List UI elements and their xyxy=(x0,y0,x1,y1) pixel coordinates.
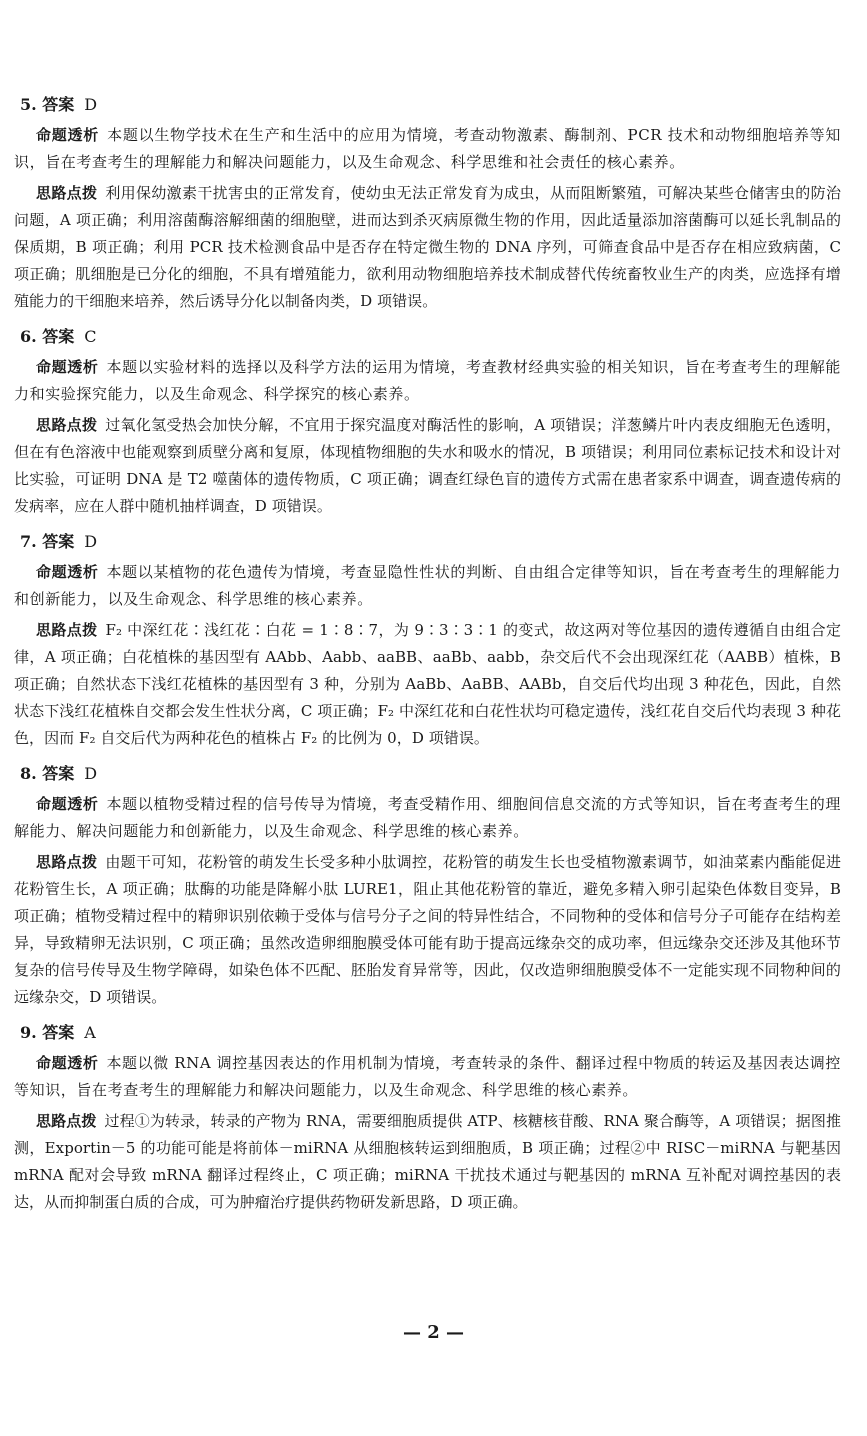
hint-text: 过程①为转录，转录的产物为 RNA，需要细胞质提供 ATP、核糖核苷酸、RNA 聚合酶等，A 项错误；据图推测，Exportin－5 的功能可能是将前体－miRNA 从细胞核转运到细胞质，B 项正确；过程②中 RISC－miRNA 与靶基因 mRNA 配对会导致 mRNA 翻译过程终止，C 项正确；miRNA 干扰技术通过与靶基因的 mRNA 互补配对调控基因的表达，从而抑制蛋白质的合成，可为肿瘤治疗提供药物研发新思路，D 项正确。 xyxy=(14,1112,841,1211)
answer-value: D xyxy=(84,532,98,551)
question-9 xyxy=(14,1020,841,1216)
answer-value: D xyxy=(84,95,98,114)
hint-label: 思路点拨 xyxy=(36,621,98,639)
analysis-label: 命题透析 xyxy=(36,358,99,376)
analysis-text: 本题以微 RNA 调控基因表达的作用机制为情境，考查转录的条件、翻译过程中物质的转运及基因表达调控等知识，旨在考查考生的理解能力和解决问题能力，以及生命观念、科学思维的核心素养。 xyxy=(14,1054,841,1099)
analysis-paragraph xyxy=(14,1050,841,1104)
question-number: 9. xyxy=(20,1023,37,1042)
answer-label: 答案 xyxy=(42,95,75,114)
analysis-text: 本题以实验材料的选择以及科学方法的运用为情境，考查教材经典实验的相关知识，旨在考查考生的理解能力和实验探究能力，以及生命观念、科学探究的核心素养。 xyxy=(14,358,841,403)
answer-label: 答案 xyxy=(42,532,75,551)
hint-paragraph xyxy=(14,849,841,1011)
hint-paragraph xyxy=(14,412,841,520)
analysis-label: 命题透析 xyxy=(36,795,99,813)
answer-value: D xyxy=(84,764,98,783)
analysis-paragraph xyxy=(14,559,841,613)
hint-label: 思路点拨 xyxy=(36,853,98,871)
hint-label: 思路点拨 xyxy=(36,1112,97,1130)
hint-label: 思路点拨 xyxy=(36,416,98,434)
answer-line xyxy=(20,761,841,787)
analysis-label: 命题透析 xyxy=(36,563,99,581)
question-5 xyxy=(14,92,841,315)
analysis-paragraph xyxy=(14,791,841,845)
question-number: 6. xyxy=(20,327,37,346)
hint-paragraph xyxy=(14,617,841,752)
analysis-paragraph xyxy=(14,122,841,176)
hint-text: 由题干可知，花粉管的萌发生长受多种小肽调控，花粉管的萌发生长也受植物激素调节，如油菜素内酯能促进花粉管生长，A 项正确；肽酶的功能是降解小肽 LURE1，阻止其他花粉管的靠近，避免多精入卵引起染色体数目变异，B 项正确；植物受精过程中的精卵识别依赖于受体与信号分子之间的特异性结合，不同物种的受体和信号分子可能存在结构差异，导致精卵无法识别，C 项正确；虽然改造卵细胞膜受体可能有助于提高远缘杂交的成功率，但远缘杂交还涉及其他环节复杂的信号传导及生物学障碍，如染色体不匹配、胚胎发育异常等，因此，仅改造卵细胞膜受体不一定能实现不同物种间的远缘杂交，D 项错误。 xyxy=(14,853,842,1006)
answer-value: C xyxy=(84,327,97,346)
hint-text: 过氧化氢受热会加快分解，不宜用于探究温度对酶活性的影响，A 项错误；洋葱鳞片叶内表皮细胞无色透明，但在有色溶液中也能观察到质壁分离和复原，体现植物细胞的失水和吸水的情况，B 项错误；利用同位素标记技术和设计对比实验，可证明 DNA 是 T2 噬菌体的遗传物质，C 项正确；调查红绿色盲的遗传方式需在患者家系中调查，调查遗传病的发病率，应在人群中随机抽样调查，D 项错误。 xyxy=(14,416,841,515)
analysis-label: 命题透析 xyxy=(36,1054,99,1072)
analysis-text: 本题以某植物的花色遗传为情境，考查显隐性性状的判断、自由组合定律等知识，旨在考查考生的理解能力和创新能力，以及生命观念、科学思维的核心素养。 xyxy=(14,563,841,608)
answer-value: A xyxy=(84,1023,96,1042)
answer-label: 答案 xyxy=(42,764,75,783)
question-number: 7. xyxy=(20,532,37,551)
question-6 xyxy=(14,324,841,520)
question-number: 5. xyxy=(20,95,37,114)
question-7 xyxy=(14,529,841,752)
hint-text: F₂ 中深红花∶浅红花∶白花 = 1∶8∶7，为 9∶3∶3∶1 的变式，故这两对等位基因的遗传遵循自由组合定律，A 项正确；白花植株的基因型有 AAbb、Aabb、aaBB、aaBb、aabb，杂交后代不会出现深红花（AABB）植株，B 项正确；自然状态下浅红花植株的基因型有 3 种，分别为 AaBb、AaBB、AABb，自交后代均出现 3 种花色，因此，自然状态下浅红花植株自交都会发生性状分离，C 项正确；F₂ 中深红花和白花性状均可稳定遗传，浅红花自交后代均表现 3 种花色，因而 F₂ 自交后代为两种花色的植株占 F₂ 的比例为 0，D 项错误。 xyxy=(14,621,841,747)
question-8 xyxy=(14,761,841,1011)
hint-paragraph xyxy=(14,1108,841,1216)
answer-label: 答案 xyxy=(42,327,75,346)
question-number: 8. xyxy=(20,764,37,783)
analysis-paragraph xyxy=(14,354,841,408)
answer-line xyxy=(20,529,841,555)
analysis-text: 本题以植物受精过程的信号传导为情境，考查受精作用、细胞间信息交流的方式等知识，旨在考查考生的理解能力、解决问题能力和创新能力，以及生命观念、科学思维的核心素养。 xyxy=(14,795,841,840)
answer-line xyxy=(20,92,841,118)
answer-label: 答案 xyxy=(42,1023,75,1042)
answer-line xyxy=(20,324,841,350)
hint-text: 利用保幼激素干扰害虫的正常发育，使幼虫无法正常发育为成虫，从而阻断繁殖，可解决某些仓储害虫的防治问题，A 项正确；利用溶菌酶溶解细菌的细胞壁，进而达到杀灭病原微生物的作用，因此适量添加溶菌酶可以延长乳制品的保质期，B 项正确；利用 PCR 技术检测食品中是否存在特定微生物的 DNA 序列，可筛查食品中是否存在相应致病菌，C 项正确；肌细胞是已分化的细胞，不具有增殖能力，欲利用动物细胞培养技术制成替代传统畜牧业生产的肉类，应选择有增殖能力的干细胞来培养，然后诱导分化以制备肉类，D 项错误。 xyxy=(14,184,842,310)
page-number: — 2 — xyxy=(402,1322,465,1343)
analysis-text: 本题以生物学技术在生产和生活中的应用为情境，考查动物激素、酶制剂、PCR 技术和动物细胞培养等知识，旨在考查考生的理解能力和解决问题能力，以及生命观念、科学思维和社会责任的核心素养。 xyxy=(14,126,842,171)
hint-paragraph xyxy=(14,180,841,315)
answer-line xyxy=(20,1020,841,1046)
analysis-label: 命题透析 xyxy=(36,126,100,144)
hint-label: 思路点拨 xyxy=(36,184,98,202)
